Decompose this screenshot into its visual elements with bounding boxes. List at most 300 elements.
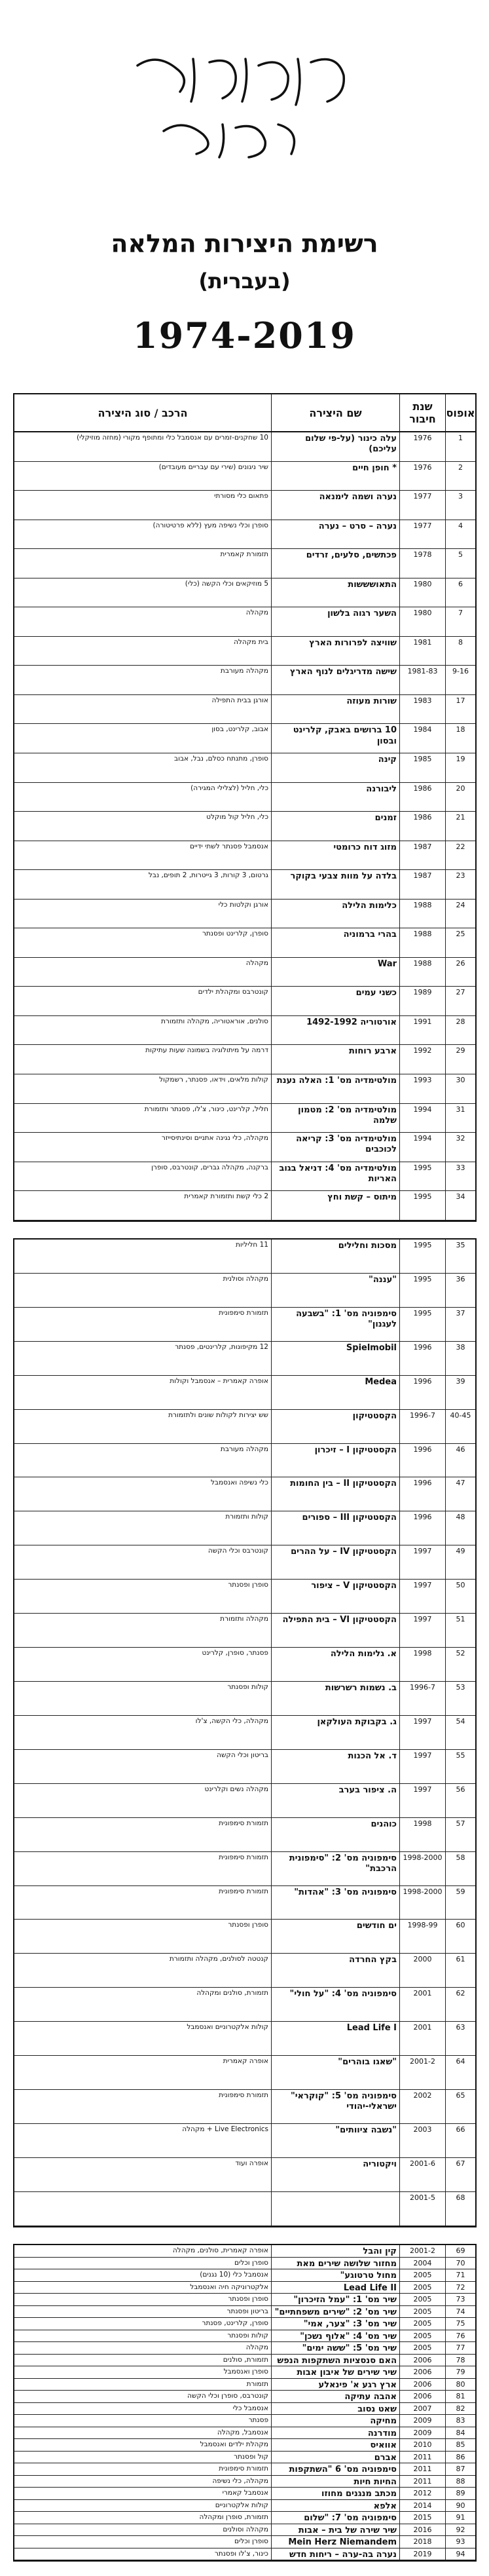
work-title: בהרי ברמוניה — [271, 928, 399, 957]
table-row — [14, 666, 475, 695]
table-row — [14, 1016, 475, 1046]
composition-year: 1994 — [399, 1104, 445, 1133]
works-table-part-2 — [13, 1238, 477, 2227]
opus-number: 69 — [445, 2245, 475, 2257]
opus-number: 4 — [445, 520, 475, 549]
ensemble-type: אופרה קאמרית – אנסמבל וקולות — [170, 1376, 268, 1385]
opus-number: 33 — [445, 1162, 475, 1191]
ensemble-type: פסנתר — [248, 2416, 268, 2424]
composition-year: 2019 — [399, 2548, 445, 2560]
table-row — [14, 2548, 475, 2561]
table-row — [14, 958, 475, 987]
work-title: סימפוניה מס' 3: "אהדות" — [271, 1886, 399, 1920]
work-title: ויקטוריה — [271, 2158, 399, 2191]
table-row — [14, 2452, 475, 2464]
work-title: החיות חיות — [271, 2476, 399, 2488]
ensemble-type: דרמה על מיתולוגיה בשמונה שעות עתיקות — [145, 1046, 268, 1055]
ensemble-type: אנסמבל, מקהלה — [217, 2428, 268, 2436]
ensemble-type: תזמורת סימפונית — [219, 2465, 268, 2472]
ensemble-type: קולות ופסנתר — [227, 1682, 268, 1691]
composition-year: 1995 — [399, 1274, 445, 1307]
work-title: הקסטטיקון VI – בית התפילה — [271, 1614, 399, 1647]
opus-number: 35 — [445, 1240, 475, 1273]
table-row — [14, 2355, 475, 2367]
composition-year: 2001 — [399, 2022, 445, 2055]
ensemble-type: קולות ותזמורת — [225, 1513, 268, 1521]
ensemble-type: בית מקהלה — [234, 637, 268, 646]
work-title: אורטוריה 1492-1992 — [271, 1016, 399, 1045]
ensemble-type: מקהלה — [245, 958, 268, 967]
table-row — [14, 1342, 475, 1376]
work-title — [271, 2192, 399, 2226]
ensemble-type: סולנים, אוראטוריה, מקהלה ותזמורת — [161, 1017, 268, 1025]
ensemble-type: בריטון וכלי הקשה — [217, 1751, 268, 1759]
composition-year: 2000 — [399, 1954, 445, 1987]
opus-number: 87 — [445, 2463, 475, 2475]
work-title: Lead Life II — [271, 2282, 399, 2294]
opus-number: 74 — [445, 2306, 475, 2318]
ensemble-type: סופרן ופסנתר — [228, 2295, 268, 2303]
ensemble-type: תזמורת סימפונית — [219, 1308, 268, 1317]
ensemble-type: קול ופסנתר — [234, 2452, 268, 2461]
ensemble-type: קונטרבס ומקהלת ילדים — [198, 988, 268, 996]
work-title: אברם — [271, 2452, 399, 2463]
opus-number: 20 — [445, 783, 475, 812]
table-row — [14, 812, 475, 841]
table-row — [14, 1818, 475, 1852]
composition-year: 1981-83 — [399, 666, 445, 694]
composition-year: 1985 — [399, 753, 445, 782]
ensemble-type: אורגן בבית התפילה — [211, 696, 268, 704]
work-title: מכתב מנגנים מחוזו — [271, 2488, 399, 2499]
table-row — [14, 841, 475, 871]
composition-year: 2011 — [399, 2452, 445, 2463]
ensemble-type: קנטטה לסולנים, מקהלה ותזמורת — [169, 1955, 268, 1963]
opus-number: 93 — [445, 2536, 475, 2548]
composition-year: 1993 — [399, 1074, 445, 1103]
ensemble-type: סופרן ופסנתר — [228, 1581, 268, 1589]
ensemble-type: כינור, צ'לו ופסנתר — [214, 2549, 268, 2558]
composition-year: 1995 — [399, 1308, 445, 1341]
work-title: מחול טרטוגע" — [271, 2269, 399, 2281]
opus-number: 65 — [445, 2090, 475, 2123]
ensemble-type: סופרן, קלרינט ופסנתר — [202, 930, 268, 938]
table-row — [14, 1750, 475, 1784]
table-row — [14, 1162, 475, 1192]
opus-number: 78 — [445, 2355, 475, 2366]
table-row — [14, 1074, 475, 1104]
signature-logo — [118, 39, 367, 170]
composition-year: 1996 — [399, 1444, 445, 1477]
ensemble-type: אופרה קאמרית, סולנים, מקהלה — [172, 2246, 268, 2254]
opus-number: 8 — [445, 637, 475, 666]
table-row — [14, 1511, 475, 1545]
opus-number: 57 — [445, 1818, 475, 1851]
work-title: נערה בה-ערה – ריחות חדש — [271, 2548, 399, 2560]
ensemble-type: תזמורת סימפונית — [219, 1887, 268, 1895]
composition-year: 1997 — [399, 1580, 445, 1613]
opus-number: 17 — [445, 695, 475, 724]
composition-year: 1995 — [399, 1191, 445, 1220]
table-header — [14, 394, 475, 432]
table-row — [14, 2379, 475, 2391]
work-title: ארבע רוחות — [271, 1045, 399, 1074]
composition-year: 2001-6 — [399, 2158, 445, 2191]
table-row — [14, 637, 475, 666]
table-row — [14, 2245, 475, 2258]
composition-year: 1998-2000 — [399, 1886, 445, 1920]
composition-year: 1996 — [399, 1477, 445, 1511]
opus-number: 73 — [445, 2294, 475, 2305]
composition-year: 1976 — [399, 432, 445, 461]
table-rows — [14, 1240, 475, 2226]
work-title: מולטימדיה מס' 1: האלה נענת — [271, 1074, 399, 1103]
composition-year: 2006 — [399, 2379, 445, 2391]
work-title: ארץ רגע א' פינאלע — [271, 2379, 399, 2391]
table-row — [14, 1852, 475, 1886]
ensemble-type: תזמורת, סולנים ומקהלה — [196, 1989, 268, 1998]
composition-year: 1986 — [399, 783, 445, 812]
table-row — [14, 2022, 475, 2056]
page-subtitle: (בעברית) — [198, 269, 291, 294]
opus-number: 81 — [445, 2391, 475, 2402]
table-row — [14, 1920, 475, 1954]
composition-year: 1988 — [399, 928, 445, 957]
table-row — [14, 2536, 475, 2548]
table-row — [14, 1988, 475, 2022]
ensemble-type: פסנתר, סופרן, קלרינט — [202, 1649, 268, 1657]
work-title: הקסטטיקון III – ספורים — [271, 1511, 399, 1545]
work-title: סימפוניה מס' 1: "בשבעה לעגנון" — [271, 1308, 399, 1341]
composition-year: 1984 — [399, 724, 445, 753]
ensemble-type: מקהלה וסולנים — [223, 2525, 268, 2533]
opus-number: 47 — [445, 1477, 475, 1511]
table-row — [14, 2090, 475, 2124]
opus-number: 38 — [445, 1342, 475, 1375]
work-title: "שאגו בוהרים" — [271, 2056, 399, 2089]
work-title: ב. נשמות רשרשות — [271, 1682, 399, 1715]
opus-number: 7 — [445, 607, 475, 636]
work-title: הקסטטיקון I – זיכרון — [271, 1444, 399, 1477]
composition-year: 1997 — [399, 1716, 445, 1749]
opus-number: 72 — [445, 2282, 475, 2294]
work-title: האם סנסציות השתקפות הנפש — [271, 2355, 399, 2366]
work-title: מודרנה — [271, 2427, 399, 2439]
table-row — [14, 491, 475, 520]
opus-number: 55 — [445, 1750, 475, 1783]
table-row — [14, 1274, 475, 1308]
composition-year: 1987 — [399, 841, 445, 870]
table-row — [14, 2282, 475, 2294]
work-title: א. גלימות הלילה — [271, 1648, 399, 1681]
year-range: 1974-2019 — [133, 314, 356, 356]
opus-number: 34 — [445, 1191, 475, 1220]
ensemble-type: 5 מוזיקאים וכלי הקשה (כלי) — [185, 579, 268, 588]
ensemble-type: מקהלת ילדים ואנסמבל — [200, 2440, 268, 2448]
opus-number: 82 — [445, 2403, 475, 2415]
work-title: נערה ושמה לימנאה — [271, 491, 399, 520]
table-row — [14, 2524, 475, 2537]
composition-year: 1998 — [399, 1648, 445, 1681]
ensemble-type: סופרן וכלי נשיפה מעץ (ללא פרטיטורה) — [153, 521, 268, 529]
ensemble-type: אנסמבל כלי — [232, 2404, 268, 2412]
work-title: 10 ברושים באבק, קלרינט ובסון — [271, 724, 399, 753]
work-title: כלימות הלילה — [271, 900, 399, 928]
table-row — [14, 2415, 475, 2427]
work-title: Spielmobil — [271, 1342, 399, 1375]
composition-year: 2005 — [399, 2330, 445, 2342]
work-title: שישה מדריגלים לנוף הארץ — [271, 666, 399, 694]
table-rows — [14, 432, 475, 1221]
ensemble-type: סופרן, מתנתח כסלם, נבל, אבוב — [174, 755, 268, 763]
work-title: סימפוניה מס' 6 "השתקפות — [271, 2463, 399, 2475]
composition-year: 1997 — [399, 1614, 445, 1647]
work-title: סימפוניה מס' 7: "שלום — [271, 2512, 399, 2524]
opus-number: 30 — [445, 1074, 475, 1103]
opus-number: 75 — [445, 2318, 475, 2330]
table-row — [14, 1477, 475, 1511]
opus-number: 79 — [445, 2366, 475, 2378]
composition-year: 1991 — [399, 1016, 445, 1045]
composition-year: 2003 — [399, 2124, 445, 2157]
composition-year: 1983 — [399, 695, 445, 724]
table-row — [14, 520, 475, 550]
table-row — [14, 2488, 475, 2500]
ensemble-type: מקהלה — [245, 609, 268, 617]
opus-number: 31 — [445, 1104, 475, 1133]
table-row — [14, 2269, 475, 2282]
table-row — [14, 1104, 475, 1133]
ensemble-type: Live Electronics + מקהלה — [182, 2125, 268, 2133]
opus-number: 91 — [445, 2512, 475, 2524]
table-row — [14, 1580, 475, 1614]
composition-year: 2009 — [399, 2427, 445, 2439]
composition-year: 1986 — [399, 812, 445, 841]
opus-number: 59 — [445, 1886, 475, 1920]
title-block — [0, 0, 489, 367]
composition-year: 1976 — [399, 462, 445, 491]
opus-number: 46 — [445, 1444, 475, 1477]
ensemble-type: תזמורת סימפונית — [219, 1819, 268, 1827]
table-row — [14, 928, 475, 958]
table-row — [14, 1444, 475, 1478]
ensemble-type: מקהלה מעורבת — [220, 667, 268, 675]
composition-year: 2007 — [399, 2403, 445, 2415]
opus-number: 64 — [445, 2056, 475, 2089]
ensemble-type: אופרה ועוד — [235, 2159, 268, 2167]
work-title: Mein Herz Niemandem — [271, 2536, 399, 2548]
work-title: שיר מס' 4: "אלוף נשכן" — [271, 2330, 399, 2342]
ensemble-type: מקהלה מעורבת — [220, 1445, 268, 1453]
work-title: "עננה" — [271, 1274, 399, 1307]
work-title: ים חודשים — [271, 1920, 399, 1953]
work-title: שיר מס' 5: "ששה ימים" — [271, 2342, 399, 2354]
work-title: שיר מס' 3: "צער, אמי" — [271, 2318, 399, 2330]
composition-year: 1988 — [399, 958, 445, 987]
work-title: שוויצה לפרורות הארץ — [271, 637, 399, 666]
table-row — [14, 2500, 475, 2512]
opus-number: 71 — [445, 2269, 475, 2281]
composition-year: 1980 — [399, 607, 445, 636]
table-row — [14, 2427, 475, 2440]
table-row — [14, 1133, 475, 1162]
composition-year: 2015 — [399, 2512, 445, 2524]
table-row — [14, 1614, 475, 1648]
opus-number: 92 — [445, 2524, 475, 2536]
composition-year: 1987 — [399, 870, 445, 899]
table-row — [14, 1784, 475, 1818]
table-row — [14, 695, 475, 725]
composition-year: 1994 — [399, 1133, 445, 1162]
header-name: שם היצירה — [271, 394, 399, 431]
table-row — [14, 2124, 475, 2158]
work-title: פכתשים, סלעים, זרדים — [271, 549, 399, 578]
opus-number: 22 — [445, 841, 475, 870]
work-title: מחזור שלושה שירים מאת — [271, 2258, 399, 2269]
composition-year: 2002 — [399, 2090, 445, 2123]
opus-number: 56 — [445, 1784, 475, 1817]
table-row — [14, 783, 475, 812]
ensemble-type: אנסמבל כלי (10 נגנים) — [200, 2271, 268, 2279]
table-row — [14, 2463, 475, 2476]
table-row — [14, 2158, 475, 2192]
table-row — [14, 724, 475, 753]
composition-year: 2016 — [399, 2524, 445, 2536]
opus-number: 51 — [445, 1614, 475, 1647]
ensemble-type: שיר ניגונים (שירי עם עבריים מעובדים) — [158, 463, 268, 471]
composition-year: 1996 — [399, 1511, 445, 1545]
opus-number: 86 — [445, 2452, 475, 2463]
opus-number: 84 — [445, 2427, 475, 2439]
opus-number: 61 — [445, 1954, 475, 1987]
table-row — [14, 2403, 475, 2415]
table-row — [14, 1410, 475, 1444]
composition-year: 1978 — [399, 549, 445, 578]
table-rows — [14, 2245, 475, 2560]
table-row — [14, 578, 475, 608]
work-title: קין והבל — [271, 2245, 399, 2257]
opus-number: 23 — [445, 870, 475, 899]
ensemble-type: קולות מלאים, וידאו, פסנתר, רשמקול — [159, 1076, 268, 1084]
ensemble-type: כלי, חליל (לצלילי המגירה) — [190, 784, 268, 792]
table-row — [14, 900, 475, 929]
ensemble-type: קונטרבס וכלי הקשה — [208, 1547, 268, 1555]
composition-year: 1998 — [399, 1818, 445, 1851]
table-row — [14, 1191, 475, 1221]
opus-number: 28 — [445, 1016, 475, 1045]
opus-number: 85 — [445, 2439, 475, 2451]
composition-year: 2005 — [399, 2318, 445, 2330]
work-title: סימפוניה מס' 4: "על חולי" — [271, 1988, 399, 2021]
opus-number: 6 — [445, 578, 475, 607]
ensemble-type: מקהלה, כלי נשיפה — [212, 2476, 268, 2485]
work-title: * חופן חיים — [271, 462, 399, 491]
composition-year: 2004 — [399, 2258, 445, 2269]
table-row — [14, 1954, 475, 1988]
work-title: מולטימדיה מס' 4: דניאל בגוב האריות — [271, 1162, 399, 1191]
ensemble-type: סופרן ואנסמבל — [223, 2368, 268, 2376]
table-row — [14, 607, 475, 637]
ensemble-type: מקהלה, כלי הקשה, צ'לו — [195, 1716, 268, 1725]
work-title: התאושששות — [271, 578, 399, 607]
work-title: כוהנים — [271, 1818, 399, 1851]
composition-year: 2006 — [399, 2391, 445, 2402]
composition-year: 2005 — [399, 2282, 445, 2294]
table-row — [14, 2192, 475, 2226]
table-row — [14, 2366, 475, 2379]
ensemble-type: ברקנה, מקהלה גברים, קונטרבס, סופרן — [151, 1163, 268, 1171]
table-row — [14, 2258, 475, 2270]
composition-year: 2012 — [399, 2488, 445, 2499]
table-row — [14, 2318, 475, 2330]
opus-number: 27 — [445, 987, 475, 1015]
ensemble-type: מקהלה — [245, 2343, 268, 2351]
table-row — [14, 1648, 475, 1682]
opus-number: 52 — [445, 1648, 475, 1681]
work-title: סימפוניה מס' 5: "קוקראי" ישראלי-יהודי — [271, 2090, 399, 2123]
works-table-part-1 — [13, 393, 477, 1222]
table-row — [14, 1308, 475, 1342]
table-row — [14, 1682, 475, 1716]
work-title: שיר מס' 1: "עמל הזיכרון" — [271, 2294, 399, 2305]
ensemble-type: סופרן וכלים — [234, 2537, 268, 2545]
ensemble-type: קולות אלקטרוניים — [215, 2501, 268, 2509]
composition-year: 2005 — [399, 2342, 445, 2354]
composition-year: 2001-2 — [399, 2245, 445, 2257]
table-row — [14, 2476, 475, 2488]
opus-number: 36 — [445, 1274, 475, 1307]
opus-number: 48 — [445, 1511, 475, 1545]
composition-year: 1995 — [399, 1162, 445, 1191]
work-title: בלדה על מוות צבעי בקוקר — [271, 870, 399, 899]
ensemble-type: שש יצירות לקולות שונים ולתזמורת — [168, 1411, 268, 1419]
ensemble-type: פתאום כלי מסורתי — [214, 492, 268, 501]
opus-number: 83 — [445, 2415, 475, 2427]
composition-year: 2001 — [399, 1988, 445, 2021]
opus-number: 9-16 — [445, 666, 475, 694]
ensemble-type: כלי נשיפה ואנסמבל — [210, 1479, 268, 1487]
opus-number: 25 — [445, 928, 475, 957]
work-title: מחיקה — [271, 2415, 399, 2427]
ensemble-type: אורגן וקלטות כלי — [218, 900, 268, 909]
opus-number: 77 — [445, 2342, 475, 2354]
work-title: קינה — [271, 753, 399, 782]
composition-year: 1996-7 — [399, 1682, 445, 1715]
opus-number: 39 — [445, 1376, 475, 1409]
ensemble-type: תזמורת קאמרית — [220, 550, 268, 559]
opus-number: 62 — [445, 1988, 475, 2021]
work-title: הקסטטיקון — [271, 1410, 399, 1443]
work-title: שיר שירה של בית – אבות — [271, 2524, 399, 2536]
opus-number: 19 — [445, 753, 475, 782]
ensemble-type: תזמורת סימפונית — [219, 2091, 268, 2100]
header-ensemble: הרכב / סוג היצירה — [98, 406, 188, 419]
ensemble-type: סופרן ופסנתר — [228, 1921, 268, 1929]
composition-year: 1992 — [399, 1045, 445, 1074]
composition-year: 2006 — [399, 2366, 445, 2378]
table-row — [14, 549, 475, 578]
ensemble-type: מקהלה נשים וקלרינט — [204, 1785, 268, 1793]
ensemble-type: 12 מקיפונות, קלרינטים, פסנתר — [175, 1342, 268, 1351]
composition-year: 2009 — [399, 2415, 445, 2427]
work-title: War — [271, 958, 399, 987]
opus-number: 76 — [445, 2330, 475, 2342]
work-title: נערה – סרט – נערה — [271, 520, 399, 549]
ensemble-type: סופרן, קלרינט, פסנתר — [202, 2319, 268, 2327]
table-row — [14, 2342, 475, 2355]
ensemble-type: קולות אלקטרוניים ואנסמבל — [187, 2023, 268, 2032]
work-title: אהבה עתיקה — [271, 2391, 399, 2402]
